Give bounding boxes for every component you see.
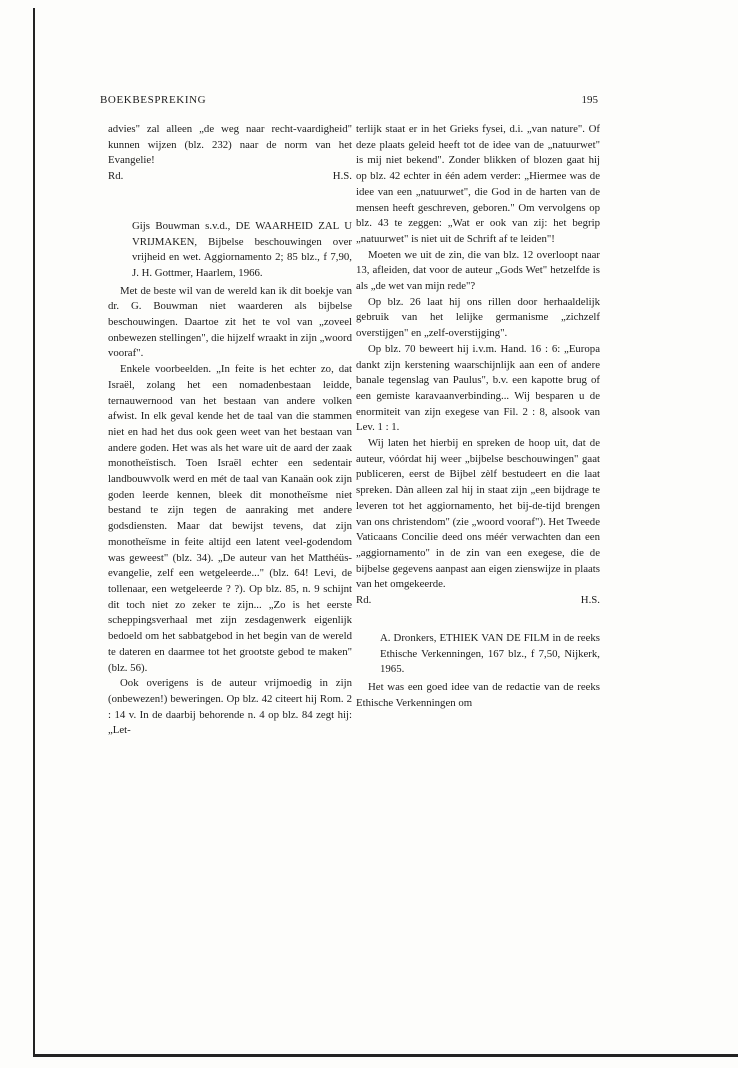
review-heading: Gijs Bouwman s.v.d., DE WAARHEID ZAL U VRIJMAKEN, Bijbelse beschouwingen over vrijheid en wet. Aggiornamento 2; 85 blz., f 7,90, J. H. Gottmer, Haarlem, 1966. — [132, 219, 352, 279]
signature-initials: H.S. — [580, 594, 600, 607]
page-border-bottom — [33, 1054, 738, 1057]
review-heading: A. Dronkers, ETHIEK VAN DE FILM in de reeks Ethische Verkenningen, 167 blz., f 7,50, Nijkerk, 1965. — [380, 631, 600, 676]
body-paragraph: Met de beste wil van de wereld kan ik dit boekje van dr. G. Bouwman niet waarderen als bijbelse beschouwingen. Daartoe zit het te vol van „zoveel onbewezen stellingen", die hijzelf wraakt in zijn „woord vooraf". — [108, 284, 352, 360]
body-paragraph: Op blz. 26 laat hij ons rillen door herhaaldelijk gebruik van het lelijke germanisme „zichzelf overstijgen" en „zelf-overstijging". — [356, 295, 600, 340]
signature-place: Rd. — [108, 170, 124, 183]
continuation-text: terlijk staat er in het Grieks fysei, d.i. „van nature". Of deze plaats geleid heeft tot de idee van de „natuurwet" is mij niet bekend". Zonder blikken of blozen gaat hij op blz. 42 echter in één adem verder: „Hiermee was de idee van een „natuurwet", die God in de harten van de mensen heeft geschreven, geboren." Om vervolgens op blz. 43 te zeggen: „Wat er ook van zij: het begrip „natuurwet" is niet uit de Schrift af te leiden"! — [356, 123, 600, 245]
signature-place: Rd. — [356, 594, 372, 607]
body-paragraph: Wij laten het hierbij en spreken de hoop uit, dat de auteur, vóórdat hij weer „bijbelse beschouwingen" gaat publiceren, eerst de Bijbel zèlf bestudeert en die laat spreken. Dàn alleen zal hij in staat zijn „een bijdrage te leveren tot het aggiornamento, het bij-de-tijd brengen van ons christendom" (zie „woord vooraf"). Het Tweede Vaticaans Concilie deed ons méér verwachten dan een „aggiornamento" in de zin van een exegese, die de bijbelse gegevens aanpast aan eigen zienswijze in plaats van het omgekeerde. — [356, 437, 600, 591]
body-paragraph: Het was een goed idee van de redactie van de reeks Ethische Verkenningen om — [356, 680, 600, 709]
right-column — [356, 122, 600, 711]
continuation-text: advies" zal alleen „de weg naar recht-vaardigheid" kunnen wijzen (blz. 232) naar de norm van het Evangelie! — [108, 123, 352, 167]
review-signature — [356, 593, 600, 609]
body-paragraph: Ook overigens is de auteur vrijmoedig in zijn (onbewezen!) beweringen. Op blz. 42 citeert hij Rom. 2 : 14 v. In de daarbij behorende n. 4 op blz. 84 zegt hij: „Let- — [108, 677, 352, 737]
signature-initials: H.S. — [332, 170, 352, 183]
page-number: 195 — [581, 94, 598, 106]
page-border-left — [33, 8, 35, 1056]
review-signature — [108, 169, 352, 185]
body-paragraph: Op blz. 70 beweert hij i.v.m. Hand. 16 : 6: „Europa dankt zijn kerstening waarschijnlijk aan een of andere banale tegenslag van Paulus", b.v. een kapotte brug of een gemiste karavaanverbinding... Wij besparen u de enormiteit van zijn exegese van Fil. 2 : 8, alsook van Lev. 1 : 1. — [356, 342, 600, 434]
left-column — [108, 122, 352, 739]
body-paragraph: Moeten we uit de zin, die van blz. 12 overloopt naar 13, afleiden, dat voor de auteur „Gods Wet" hetzelfde is als „de wet van mijn rede"? — [356, 248, 600, 293]
running-title: BOEKBESPREKING — [100, 94, 207, 106]
body-paragraph: Enkele voorbeelden. „In feite is het echter zo, dat Israël, zolang het een nomadenbestaan leidde, ternauwernood van het bestaan van andere volken afwist. In elk geval kende het de taal van die stammen niet en had het dus ook geen weet van het bestaan van andere goden. Het was als het ware uit de aard der zaak monotheïstisch. Toen Israël echter een sedentair landbouwvolk werd en mét de taal van Kanaän ook zijn goden leerde kennen, bleek dit monotheïsme niet bestand te zijn tegen de aanraking met andere godsdiensten. Maar dat bewijst tevens, dat zijn monotheïsme in feite altijd een latent veel-godendom was geweest" (blz. 34). „De auteur van het Matthéüs-evangelie, zelf een wetgeleerde..." (blz. 64! Levi, de tollenaar, een wetgeleerde ? ?). Op blz. 85, n. 9 schijnt dit toch niet zo zeker te zijn... „Zo is het eerste scheppingsverhaal met zijn zesdagenwerk eigenlijk bedoeld om het sabbatgebod in het begin van de wereld te dateren en daarmee tot het grootste gebod te maken" (blz. 56). — [108, 363, 352, 674]
running-header — [100, 94, 598, 110]
